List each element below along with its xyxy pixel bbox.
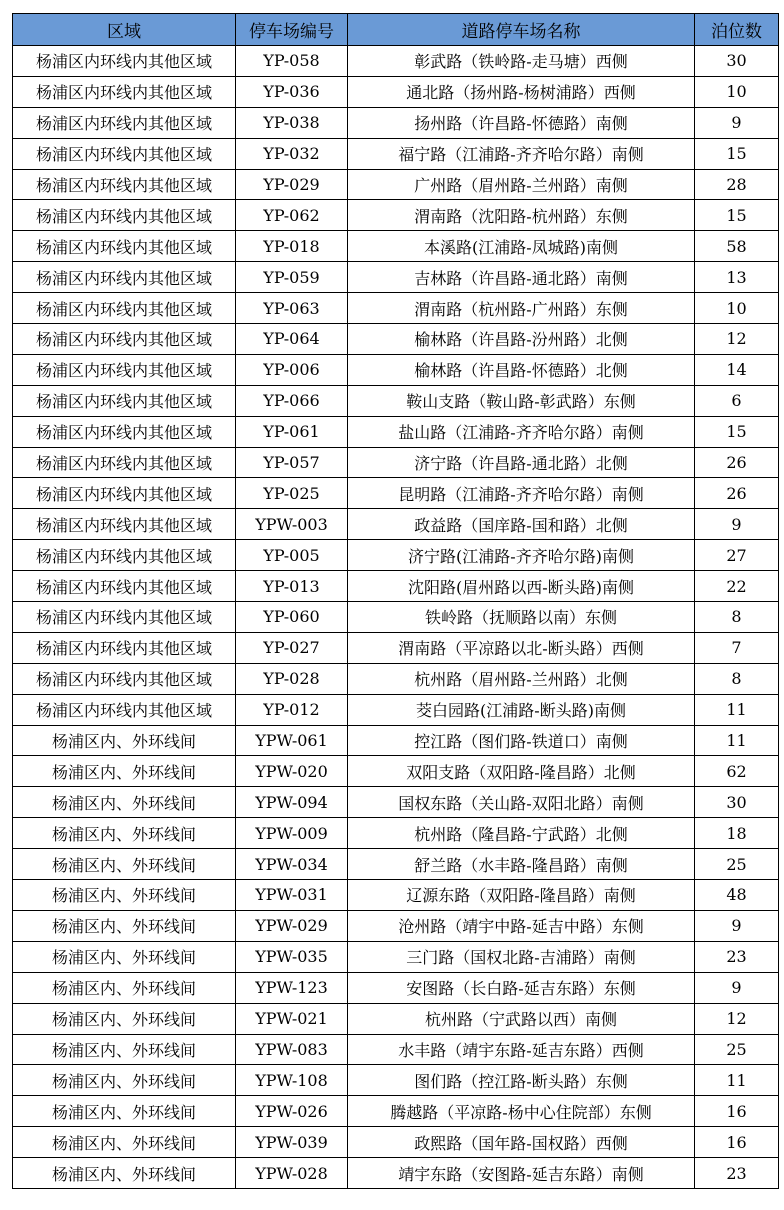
cell-lot-id: YP-061: [236, 416, 348, 447]
table-row: [13, 663, 779, 694]
cell-lot-name: 安图路（长白路-延吉东路）东侧: [348, 972, 695, 1003]
cell-spaces: 18: [695, 818, 779, 849]
cell-lot-id: YP-028: [236, 663, 348, 694]
table-row: [13, 725, 779, 756]
header-district: 区域: [13, 14, 236, 46]
cell-lot-name: 辽源东路（双阳路-隆昌路）南侧: [348, 880, 695, 911]
table-row: [13, 571, 779, 602]
table-row: [13, 787, 779, 818]
cell-spaces: 15: [695, 200, 779, 231]
cell-lot-id: YP-029: [236, 169, 348, 200]
table-row: [13, 1158, 779, 1189]
table-row: [13, 262, 779, 293]
cell-district: 杨浦区内、外环线间: [13, 1096, 236, 1127]
cell-lot-name: 双阳支路（双阳路-隆昌路）北侧: [348, 756, 695, 787]
table-row: [13, 1003, 779, 1034]
cell-lot-name: 杭州路（眉州路-兰州路）北侧: [348, 663, 695, 694]
cell-district: 杨浦区内环线内其他区域: [13, 169, 236, 200]
cell-lot-id: YP-027: [236, 632, 348, 663]
cell-lot-id: YPW-021: [236, 1003, 348, 1034]
cell-lot-name: 沧州路（靖宇中路-延吉中路）东侧: [348, 910, 695, 941]
cell-district: 杨浦区内、外环线间: [13, 880, 236, 911]
table-row: [13, 941, 779, 972]
cell-spaces: 12: [695, 324, 779, 355]
cell-lot-name: 通北路（扬州路-杨树浦路）西侧: [348, 76, 695, 107]
cell-spaces: 62: [695, 756, 779, 787]
cell-lot-id: YPW-039: [236, 1127, 348, 1158]
parking-lot-table: [12, 13, 779, 1189]
cell-district: 杨浦区内环线内其他区域: [13, 663, 236, 694]
cell-lot-id: YPW-026: [236, 1096, 348, 1127]
cell-lot-id: YPW-029: [236, 910, 348, 941]
cell-spaces: 15: [695, 416, 779, 447]
cell-spaces: 11: [695, 1065, 779, 1096]
table-row: [13, 138, 779, 169]
table-row: [13, 818, 779, 849]
cell-lot-id: YPW-108: [236, 1065, 348, 1096]
cell-lot-name: 沈阳路(眉州路以西-断头路)南侧: [348, 571, 695, 602]
cell-spaces: 7: [695, 632, 779, 663]
cell-district: 杨浦区内环线内其他区域: [13, 540, 236, 571]
table-row: [13, 416, 779, 447]
cell-district: 杨浦区内环线内其他区域: [13, 694, 236, 725]
cell-district: 杨浦区内环线内其他区域: [13, 200, 236, 231]
cell-lot-id: YP-012: [236, 694, 348, 725]
cell-spaces: 9: [695, 509, 779, 540]
table-row: [13, 76, 779, 107]
cell-lot-name: 图们路（控江路-断头路）东侧: [348, 1065, 695, 1096]
cell-spaces: 16: [695, 1096, 779, 1127]
cell-spaces: 48: [695, 880, 779, 911]
table-row: [13, 509, 779, 540]
cell-district: 杨浦区内环线内其他区域: [13, 324, 236, 355]
table-row: [13, 293, 779, 324]
table-row: [13, 169, 779, 200]
cell-district: 杨浦区内、外环线间: [13, 725, 236, 756]
cell-lot-name: 杭州路（宁武路以西）南侧: [348, 1003, 695, 1034]
table-row: [13, 1127, 779, 1158]
cell-lot-id: YPW-035: [236, 941, 348, 972]
table-row: [13, 880, 779, 911]
cell-lot-name: 渭南路（沈阳路-杭州路）东侧: [348, 200, 695, 231]
cell-district: 杨浦区内环线内其他区域: [13, 632, 236, 663]
cell-spaces: 30: [695, 46, 779, 77]
cell-spaces: 22: [695, 571, 779, 602]
cell-district: 杨浦区内、外环线间: [13, 1065, 236, 1096]
cell-lot-name: 福宁路（江浦路-齐齐哈尔路）南侧: [348, 138, 695, 169]
cell-spaces: 10: [695, 76, 779, 107]
cell-spaces: 23: [695, 1158, 779, 1189]
table-row: [13, 385, 779, 416]
cell-district: 杨浦区内环线内其他区域: [13, 46, 236, 77]
cell-district: 杨浦区内环线内其他区域: [13, 293, 236, 324]
cell-spaces: 9: [695, 910, 779, 941]
cell-district: 杨浦区内、外环线间: [13, 1158, 236, 1189]
header-row: [13, 14, 779, 46]
cell-lot-id: YPW-009: [236, 818, 348, 849]
table-row: [13, 1034, 779, 1065]
cell-district: 杨浦区内、外环线间: [13, 1127, 236, 1158]
cell-lot-id: YP-018: [236, 231, 348, 262]
cell-spaces: 9: [695, 107, 779, 138]
table-row: [13, 602, 779, 633]
table-row: [13, 200, 779, 231]
cell-district: 杨浦区内环线内其他区域: [13, 354, 236, 385]
cell-lot-id: YP-013: [236, 571, 348, 602]
cell-lot-name: 榆林路（许昌路-汾州路）北侧: [348, 324, 695, 355]
cell-spaces: 15: [695, 138, 779, 169]
header-lot-id: 停车场编号: [236, 14, 348, 46]
cell-lot-name: 控江路（图们路-铁道口）南侧: [348, 725, 695, 756]
cell-spaces: 11: [695, 725, 779, 756]
cell-spaces: 58: [695, 231, 779, 262]
cell-lot-name: 三门路（国权北路-吉浦路）南侧: [348, 941, 695, 972]
cell-district: 杨浦区内、外环线间: [13, 849, 236, 880]
table-row: [13, 478, 779, 509]
cell-spaces: 8: [695, 602, 779, 633]
cell-lot-id: YP-062: [236, 200, 348, 231]
cell-district: 杨浦区内环线内其他区域: [13, 138, 236, 169]
cell-lot-id: YPW-123: [236, 972, 348, 1003]
table-row: [13, 910, 779, 941]
cell-lot-name: 渭南路（平凉路以北-断头路）西侧: [348, 632, 695, 663]
table-header: [13, 14, 779, 46]
cell-lot-name: 昆明路（江浦路-齐齐哈尔路）南侧: [348, 478, 695, 509]
table-body: [13, 46, 779, 1189]
cell-district: 杨浦区内环线内其他区域: [13, 509, 236, 540]
cell-lot-id: YPW-083: [236, 1034, 348, 1065]
cell-lot-name: 济宁路(江浦路-齐齐哈尔路)南侧: [348, 540, 695, 571]
cell-district: 杨浦区内、外环线间: [13, 1003, 236, 1034]
cell-district: 杨浦区内、外环线间: [13, 910, 236, 941]
cell-lot-id: YP-063: [236, 293, 348, 324]
cell-lot-id: YPW-028: [236, 1158, 348, 1189]
cell-lot-name: 广州路（眉州路-兰州路）南侧: [348, 169, 695, 200]
cell-spaces: 9: [695, 972, 779, 1003]
cell-lot-id: YP-036: [236, 76, 348, 107]
cell-lot-id: YP-057: [236, 447, 348, 478]
table-row: [13, 849, 779, 880]
cell-district: 杨浦区内、外环线间: [13, 972, 236, 1003]
table-row: [13, 107, 779, 138]
cell-lot-name: 济宁路（许昌路-通北路）北侧: [348, 447, 695, 478]
cell-lot-id: YPW-061: [236, 725, 348, 756]
cell-lot-name: 政益路（国庠路-国和路）北侧: [348, 509, 695, 540]
cell-district: 杨浦区内环线内其他区域: [13, 478, 236, 509]
cell-spaces: 25: [695, 849, 779, 880]
cell-district: 杨浦区内环线内其他区域: [13, 231, 236, 262]
cell-district: 杨浦区内环线内其他区域: [13, 385, 236, 416]
cell-lot-id: YP-064: [236, 324, 348, 355]
cell-district: 杨浦区内环线内其他区域: [13, 602, 236, 633]
cell-lot-name: 吉林路（许昌路-通北路）南侧: [348, 262, 695, 293]
cell-lot-name: 靖宇东路（安图路-延吉东路）南侧: [348, 1158, 695, 1189]
cell-spaces: 27: [695, 540, 779, 571]
header-lot-name: 道路停车场名称: [348, 14, 695, 46]
table-row: [13, 694, 779, 725]
cell-spaces: 11: [695, 694, 779, 725]
cell-district: 杨浦区内、外环线间: [13, 941, 236, 972]
cell-lot-id: YPW-034: [236, 849, 348, 880]
cell-spaces: 6: [695, 385, 779, 416]
cell-lot-id: YPW-094: [236, 787, 348, 818]
cell-spaces: 10: [695, 293, 779, 324]
cell-spaces: 12: [695, 1003, 779, 1034]
table-row: [13, 1096, 779, 1127]
cell-lot-id: YPW-020: [236, 756, 348, 787]
cell-lot-id: YP-059: [236, 262, 348, 293]
table-row: [13, 540, 779, 571]
cell-spaces: 14: [695, 354, 779, 385]
cell-lot-name: 腾越路（平凉路-杨中心住院部）东侧: [348, 1096, 695, 1127]
cell-lot-id: YP-060: [236, 602, 348, 633]
cell-lot-id: YP-066: [236, 385, 348, 416]
cell-spaces: 30: [695, 787, 779, 818]
cell-lot-name: 水丰路（靖宇东路-延吉东路）西侧: [348, 1034, 695, 1065]
table-row: [13, 324, 779, 355]
cell-spaces: 26: [695, 478, 779, 509]
cell-lot-name: 杭州路（隆昌路-宁武路）北侧: [348, 818, 695, 849]
cell-spaces: 16: [695, 1127, 779, 1158]
cell-lot-id: YP-005: [236, 540, 348, 571]
cell-spaces: 13: [695, 262, 779, 293]
cell-lot-name: 铁岭路（抚顺路以南）东侧: [348, 602, 695, 633]
cell-lot-id: YPW-031: [236, 880, 348, 911]
cell-lot-name: 茭白园路(江浦路-断头路)南侧: [348, 694, 695, 725]
cell-lot-name: 渭南路（杭州路-广州路）东侧: [348, 293, 695, 324]
table-row: [13, 354, 779, 385]
cell-lot-name: 国权东路（关山路-双阳北路）南侧: [348, 787, 695, 818]
cell-spaces: 23: [695, 941, 779, 972]
cell-district: 杨浦区内、外环线间: [13, 818, 236, 849]
cell-lot-name: 鞍山支路（鞍山路-彰武路）东侧: [348, 385, 695, 416]
table-row: [13, 632, 779, 663]
cell-district: 杨浦区内、外环线间: [13, 787, 236, 818]
cell-lot-name: 盐山路（江浦路-齐齐哈尔路）南侧: [348, 416, 695, 447]
cell-district: 杨浦区内环线内其他区域: [13, 107, 236, 138]
table-row: [13, 972, 779, 1003]
cell-lot-id: YP-032: [236, 138, 348, 169]
table-row: [13, 447, 779, 478]
cell-spaces: 8: [695, 663, 779, 694]
cell-spaces: 26: [695, 447, 779, 478]
table-row: [13, 1065, 779, 1096]
cell-district: 杨浦区内环线内其他区域: [13, 416, 236, 447]
cell-lot-id: YP-025: [236, 478, 348, 509]
cell-lot-id: YP-038: [236, 107, 348, 138]
cell-lot-name: 榆林路（许昌路-怀德路）北侧: [348, 354, 695, 385]
cell-lot-id: YP-006: [236, 354, 348, 385]
cell-lot-name: 政熙路（国年路-国权路）西侧: [348, 1127, 695, 1158]
cell-district: 杨浦区内环线内其他区域: [13, 447, 236, 478]
cell-spaces: 28: [695, 169, 779, 200]
table-row: [13, 231, 779, 262]
cell-district: 杨浦区内环线内其他区域: [13, 76, 236, 107]
header-spaces: 泊位数: [695, 14, 779, 46]
cell-district: 杨浦区内、外环线间: [13, 756, 236, 787]
cell-lot-name: 本溪路(江浦路-凤城路)南侧: [348, 231, 695, 262]
cell-lot-name: 舒兰路（水丰路-隆昌路）南侧: [348, 849, 695, 880]
cell-lot-id: YPW-003: [236, 509, 348, 540]
cell-district: 杨浦区内环线内其他区域: [13, 571, 236, 602]
cell-lot-id: YP-058: [236, 46, 348, 77]
cell-lot-name: 彰武路（铁岭路-走马塘）西侧: [348, 46, 695, 77]
cell-district: 杨浦区内、外环线间: [13, 1034, 236, 1065]
table-row: [13, 46, 779, 77]
cell-spaces: 25: [695, 1034, 779, 1065]
cell-district: 杨浦区内环线内其他区域: [13, 262, 236, 293]
cell-lot-name: 扬州路（许昌路-怀德路）南侧: [348, 107, 695, 138]
table-row: [13, 756, 779, 787]
